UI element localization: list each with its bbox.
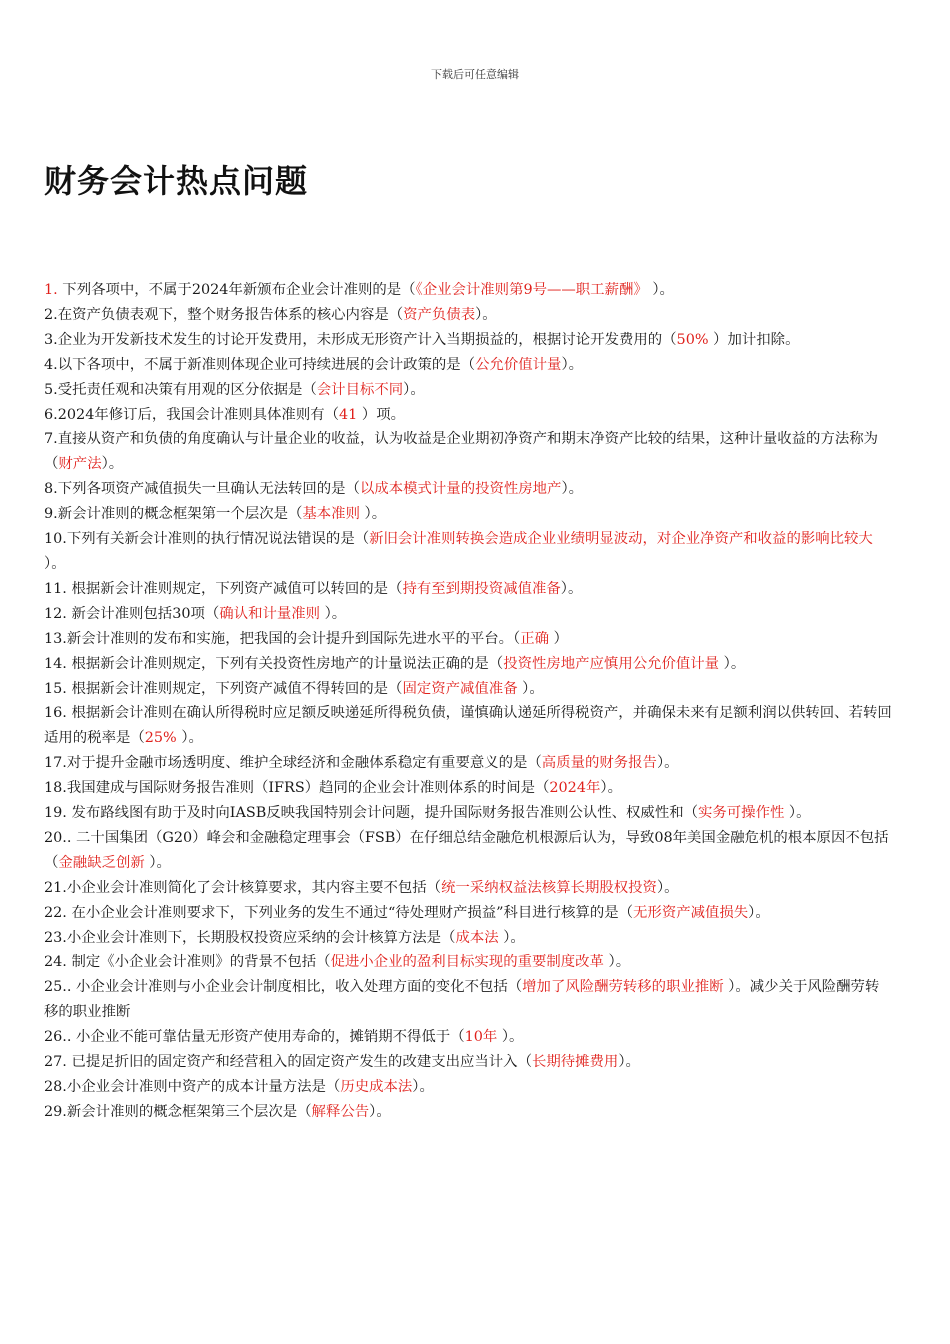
question-item <box>44 378 892 403</box>
question-closing: ）。 <box>561 356 584 373</box>
question-item <box>44 477 892 502</box>
answer-text: 金融缺乏创新 <box>58 854 145 871</box>
question-number: 19. <box>44 805 67 822</box>
answer-text: 历史成本法 <box>340 1079 413 1095</box>
question-closing: ）加计扣除。 <box>708 331 800 348</box>
question-item <box>44 801 892 826</box>
question-item <box>44 1025 892 1050</box>
question-closing: ） <box>549 630 568 647</box>
question-item <box>44 950 892 975</box>
question-closing: ）。 <box>369 1103 391 1120</box>
answer-text: 资产负债表 <box>403 306 476 323</box>
question-text: 新会计准则的发布和实施，把我国的会计提升到国际先进水平的平台。（ <box>66 630 521 647</box>
question-item <box>44 1100 892 1125</box>
question-text: 受托责任观和决策有用观的区分依据是（ <box>57 381 317 398</box>
question-text: 对于提升金融市场透明度、维护全球经济和金融体系稳定有重要意义的是（ <box>66 755 542 772</box>
question-number: 4. <box>44 356 58 373</box>
question-closing: ）。 <box>498 929 525 946</box>
answer-text: 固定资产减值准备 <box>402 680 518 697</box>
question-number: 27. <box>44 1054 67 1071</box>
question-closing: ）。 <box>403 381 425 398</box>
question-text: 二十国集团（G20）峰会和金融稳定理事会（FSB）在仔细总结金融危机根源后认为，导致08年美国金融危机的根本原因不包括（ <box>44 829 889 871</box>
question-number: 26.. <box>44 1029 72 1046</box>
question-number: 2. <box>44 306 58 323</box>
question-closing: ）。 <box>656 879 679 896</box>
question-item <box>44 751 892 776</box>
question-item <box>44 427 892 477</box>
question-item <box>44 926 892 951</box>
answer-text: 无形资产减值损失 <box>633 904 749 921</box>
question-item <box>44 1075 892 1100</box>
question-item <box>44 602 892 627</box>
question-number: 1. <box>44 282 58 298</box>
question-closing: ）。 <box>320 605 347 622</box>
question-number: 10. <box>44 531 67 548</box>
question-item <box>44 403 892 428</box>
question-item <box>44 577 892 602</box>
page-header-watermark: 下载后可任意编辑 <box>431 68 519 81</box>
question-item <box>44 826 892 876</box>
question-text: 新会计准则包括30项（ <box>66 605 220 622</box>
question-text: 根据新会计准则规定，下列有关投资性房地产的计量说法正确的是（ <box>66 655 504 672</box>
question-text: 已提足折旧的固定资产和经营租入的固定资产发生的改建支出应当计入（ <box>66 1054 532 1071</box>
question-text: 直接从资产和负债的角度确认与计量企业的收益，认为收益是企业期初净资产和期末净资产比较的结果，这种计量收益的方法称为（ <box>44 431 879 473</box>
question-number: 3. <box>44 331 58 348</box>
question-item <box>44 353 892 378</box>
answer-text: 确认和计量准则 <box>219 605 321 622</box>
question-closing: ）。 <box>561 481 584 498</box>
question-number: 6. <box>44 406 58 423</box>
answer-text: 会计目标不同 <box>316 381 404 398</box>
answer-text: 促进小企业的盈利目标实现的重要制度改革 <box>330 954 604 971</box>
question-closing: ）。 <box>101 456 124 473</box>
answer-text: 财产法 <box>58 456 102 473</box>
question-text: 下列各项中，不属于2024年新颁布企业会计准则的是（ <box>57 282 416 298</box>
answer-text: 公允价值计量 <box>475 356 562 373</box>
question-closing: ）。 <box>748 904 770 921</box>
question-number: 12. <box>44 605 67 622</box>
question-closing: ）。 <box>719 655 746 672</box>
question-text: 新会计准则的概念框架第三个层次是（ <box>66 1103 312 1120</box>
answer-text: 41 <box>339 406 358 423</box>
question-closing: ）。 <box>603 954 631 971</box>
question-text: 根据新会计准则规定，下列资产减值可以转回的是（ <box>66 580 403 597</box>
question-closing: ）。 <box>144 854 171 871</box>
question-text: 小企业会计准则下，长期股权投资应采纳的会计核算方法是（ <box>66 929 456 946</box>
question-number: 25.. <box>44 979 72 996</box>
question-text: 小企业会计准则与小企业会计制度相比，收入处理方面的变化不包括（ <box>71 979 523 996</box>
question-item <box>44 975 892 1025</box>
question-closing: ）。 <box>784 805 811 822</box>
answer-text: 增加了风险酬劳转移的职业推断 <box>522 979 724 996</box>
answer-text: 长期待摊费用 <box>531 1054 619 1071</box>
answer-text: 正确 <box>520 630 549 647</box>
question-text: 小企业会计准则简化了会计核算要求，其内容主要不包括（ <box>66 879 442 896</box>
answer-text: 新旧会计准则转换会造成企业业绩明显波动，对企业净资产和收益的影响比较大 <box>369 531 873 548</box>
question-item <box>44 701 892 751</box>
question-text: 下列各项资产减值损失一旦确认无法转回的是（ <box>57 481 360 498</box>
question-number: 20.. <box>44 829 72 846</box>
answer-text: 《企业会计准则第9号——职工薪酬》 <box>415 282 648 298</box>
answer-text: 投资性房地产应慎用公允价值计量 <box>503 655 720 672</box>
question-text: 发布路线图有助于及时向IASB反映我国特别会计问题，提升国际财务报告准则公认性、权威性和（ <box>66 805 698 822</box>
answer-text: 统一采纳权益法核算长期股权投资 <box>441 879 657 896</box>
answer-text: 50% <box>676 331 709 348</box>
question-closing: ）。 <box>618 1054 640 1071</box>
question-text: 新会计准则的概念框架第一个层次是（ <box>57 506 303 523</box>
page-title: 财务会计热点问题 <box>44 162 309 200</box>
answer-text: 10年 <box>464 1029 498 1046</box>
question-item <box>44 677 892 702</box>
question-item <box>44 502 892 527</box>
answer-text: 持有至到期投资减值准备 <box>402 580 561 597</box>
answer-text: 25% <box>144 730 177 747</box>
question-number: 22. <box>44 904 67 921</box>
question-number: 7. <box>44 431 58 448</box>
question-item <box>44 652 892 677</box>
question-number: 23. <box>44 929 67 946</box>
question-text: 在小企业会计准则要求下，下列业务的发生不通过“待处理财产损益”科目进行核算的是（ <box>66 904 634 921</box>
question-number: 5. <box>44 381 58 398</box>
question-closing: ）。 <box>600 780 622 797</box>
question-closing: ）。 <box>359 506 387 523</box>
answer-text: 成本法 <box>455 929 499 946</box>
question-text: 根据新会计准则在确认所得税时应足额反映递延所得税负债，谨慎确认递延所得税资产，并确保未来有足额利润以供转回、若转回适用的税率是（ <box>44 705 892 747</box>
question-item <box>44 1050 892 1075</box>
question-number: 14. <box>44 655 67 672</box>
question-text: 小企业不能可靠估量无形资产使用寿命的，摊销期不得低于（ <box>71 1029 465 1046</box>
question-number: 15. <box>44 680 67 697</box>
question-text: 企业为开发新技术发生的讨论开发费用，未形成无形资产计入当期损益的，根据讨论开发费用的（ <box>57 331 677 348</box>
question-item <box>44 776 892 801</box>
question-number: 29. <box>44 1103 67 1120</box>
question-number: 9. <box>44 506 58 523</box>
question-closing: ）项。 <box>357 406 406 423</box>
question-closing: ）。 <box>656 755 679 772</box>
question-closing: ）。 <box>647 282 674 298</box>
question-text: 以下各项中，不属于新准则体现企业可持续进展的会计政策的是（ <box>57 356 476 373</box>
question-number: 17. <box>44 755 67 772</box>
question-closing: ）。 <box>176 730 203 747</box>
question-number: 21. <box>44 879 67 896</box>
question-closing: ）。 <box>412 1079 434 1095</box>
question-closing: ）。 <box>475 306 497 323</box>
question-closing: ）。 <box>497 1029 524 1046</box>
question-number: 24. <box>44 954 67 971</box>
question-text: 下列有关新会计准则的执行情况说法错误的是（ <box>66 531 370 548</box>
question-number: 18. <box>44 780 67 797</box>
question-list <box>44 278 892 1125</box>
answer-text: 解释公告 <box>311 1103 370 1120</box>
question-text: 2024年修订后，我国会计准则具体准则有（ <box>57 406 339 423</box>
question-item <box>44 876 892 901</box>
question-closing: ）。 <box>44 555 66 572</box>
answer-text: 基本准则 <box>302 506 360 523</box>
question-number: 16. <box>44 705 67 722</box>
question-text: 制定《小企业会计准则》的背景不包括（ <box>66 954 331 971</box>
question-number: 8. <box>44 481 58 498</box>
question-text: 小企业会计准则中资产的成本计量方法是（ <box>66 1079 341 1095</box>
question-text: 根据新会计准则规定，下列资产减值不得转回的是（ <box>66 680 403 697</box>
question-closing: ）。 <box>517 680 544 697</box>
question-text: 我国建成与国际财务报告准则（IFRS）趋同的企业会计准则体系的时间是（ <box>66 780 550 797</box>
question-number: 11. <box>44 580 67 597</box>
answer-text: 2024年 <box>549 780 601 797</box>
question-item <box>44 328 892 353</box>
answer-text: 实务可操作性 <box>698 805 785 822</box>
question-number: 28. <box>44 1079 67 1095</box>
answer-text: 高质量的财务报告 <box>541 755 657 772</box>
question-item <box>44 278 892 303</box>
question-number: 13. <box>44 630 67 647</box>
question-item <box>44 901 892 926</box>
question-closing: ）。 <box>560 580 583 597</box>
question-closing: ）。减少关于风险酬劳转移的职业推断 <box>44 979 880 1021</box>
question-item <box>44 303 892 328</box>
question-item <box>44 627 892 652</box>
question-item <box>44 527 892 577</box>
question-text: 在资产负债表观下，整个财务报告体系的核心内容是（ <box>57 306 404 323</box>
answer-text: 以成本模式计量的投资性房地产 <box>359 481 562 498</box>
